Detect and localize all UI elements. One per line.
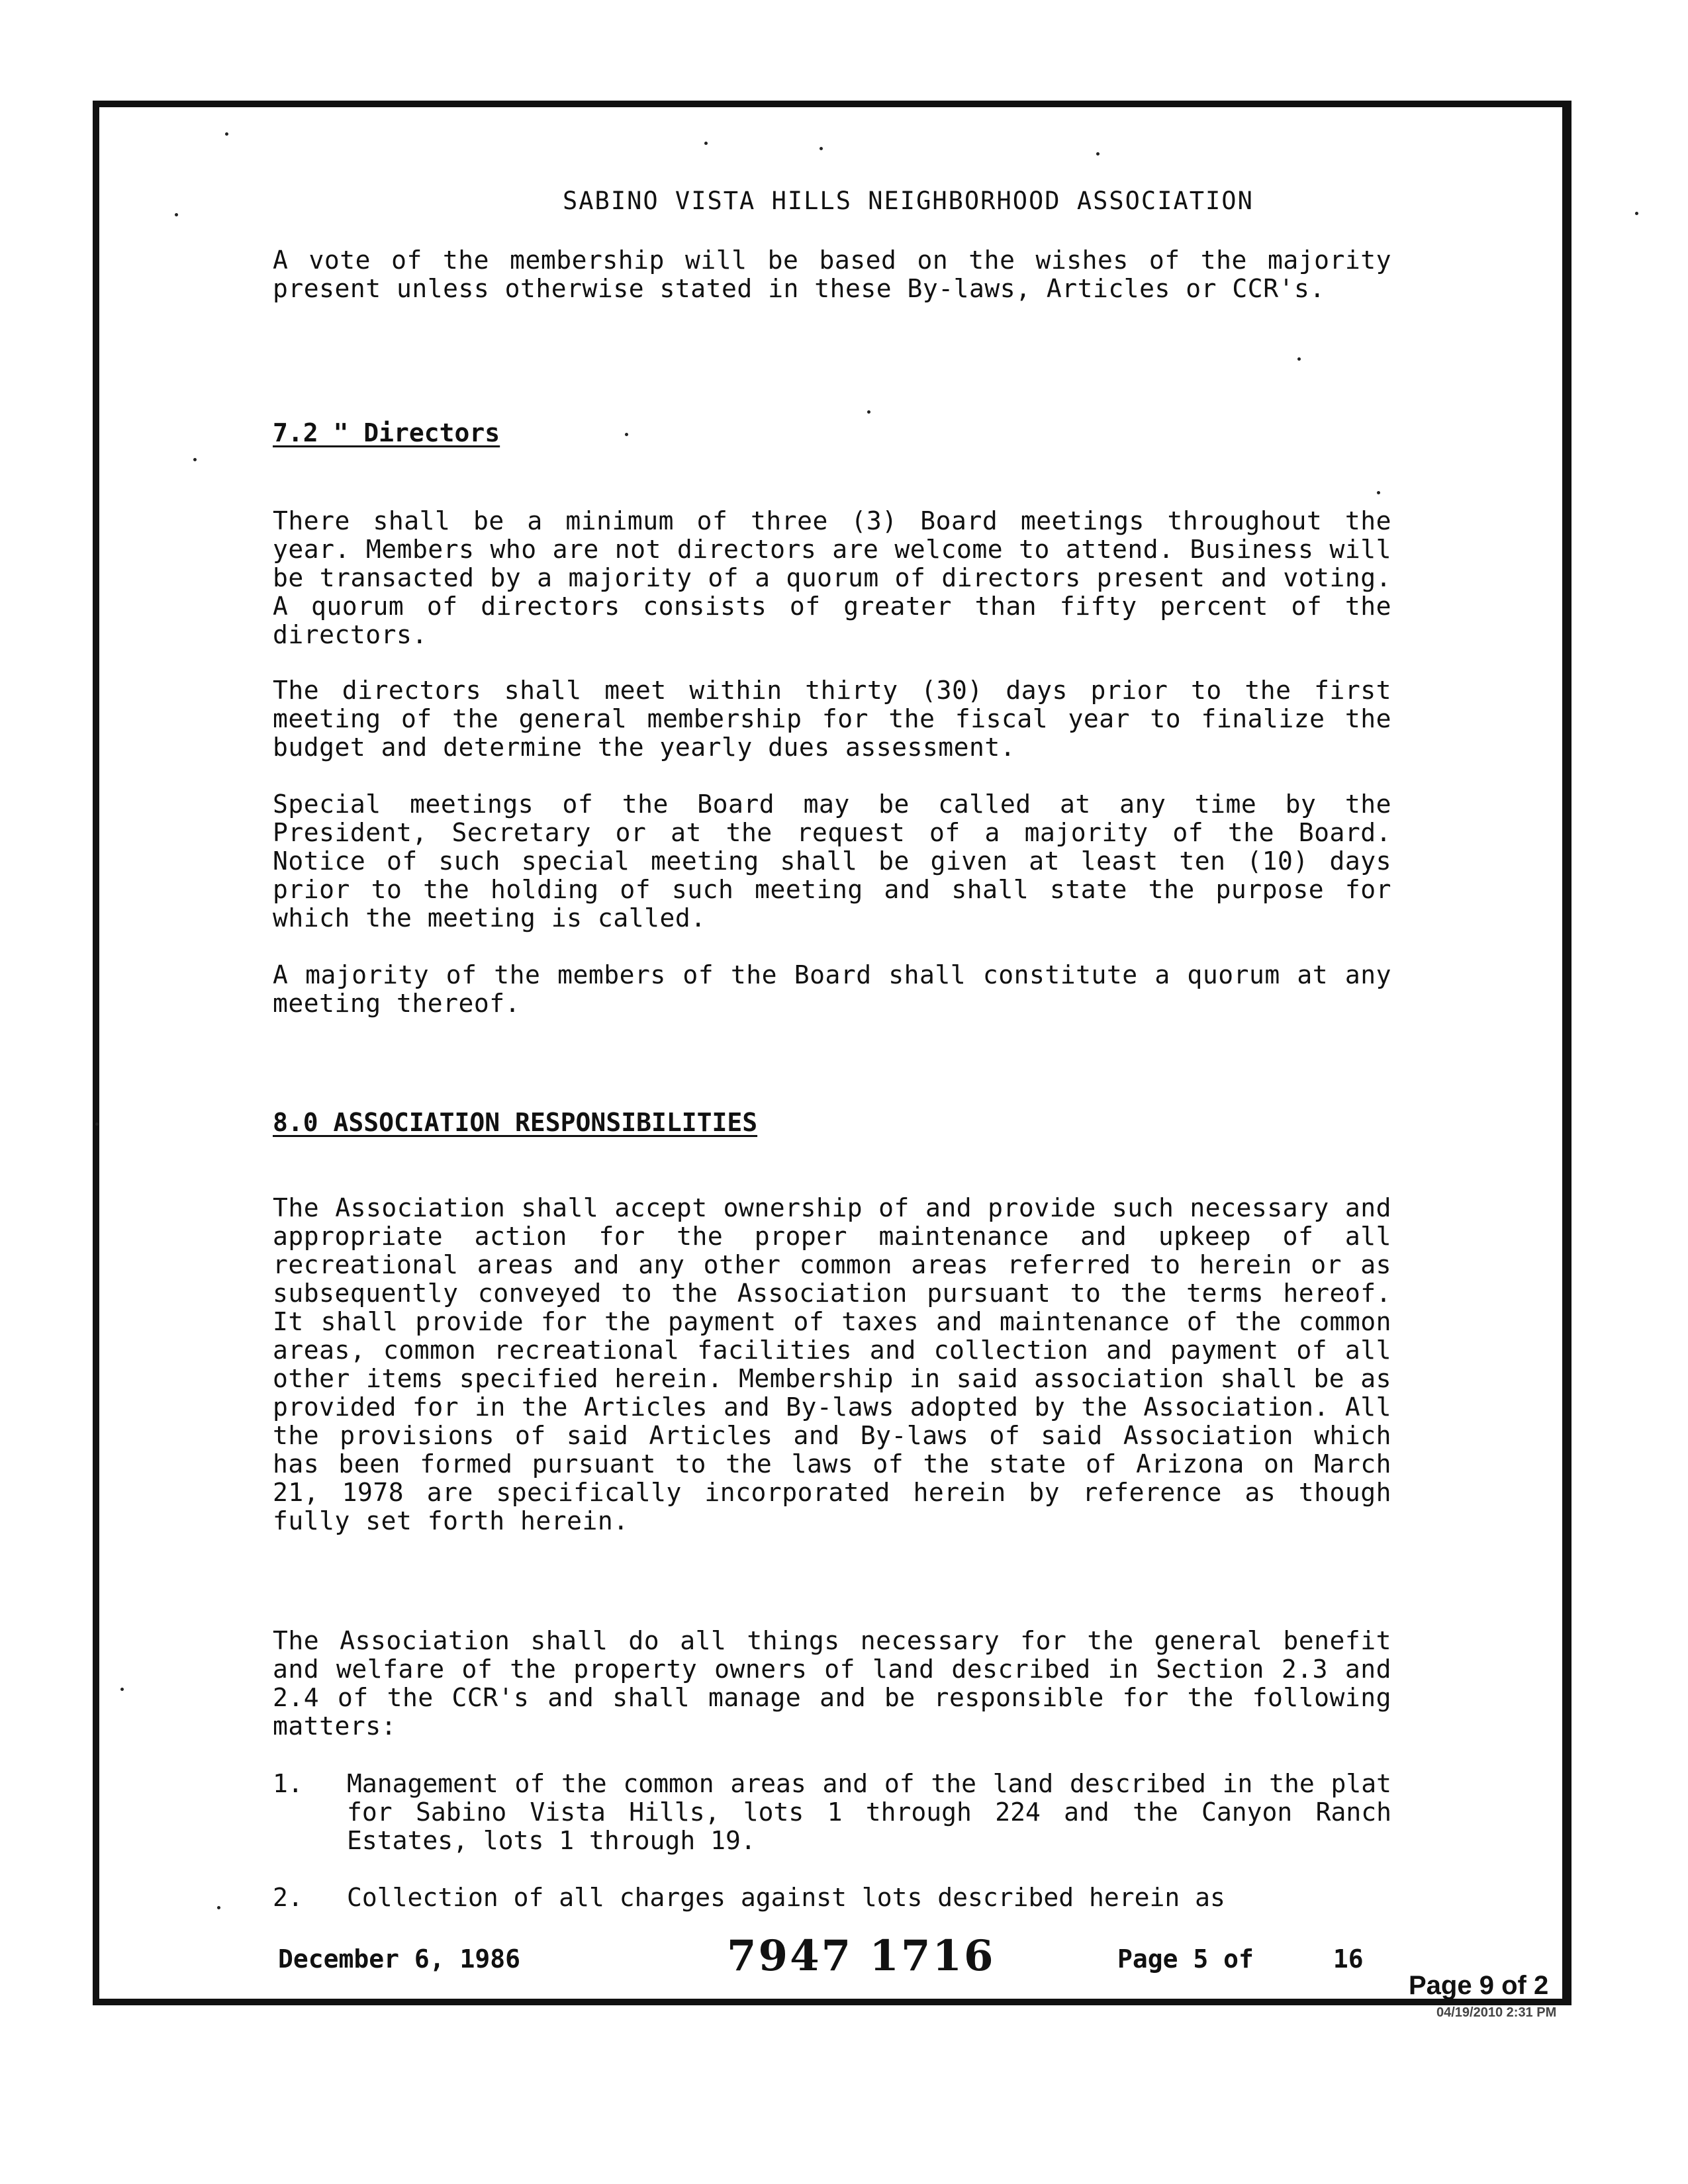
scan-speck — [95, 1122, 99, 1126]
scan-speck — [625, 433, 628, 436]
footer-page-number — [1117, 1944, 1364, 1974]
list-item-text: Management of the common areas and of the land described in the plat for Sabino Vista Hills, lots 1 through 224 and the Canyon Ranch Estates, lots 1 through 19. — [347, 1769, 1391, 1855]
page-border-top — [93, 101, 1570, 107]
paragraph-board-meetings: There shall be a minimum of three (3) Board meetings throughout the year. Members who are not directors are welcome to attend. Business will be transacted by a majority of a quorum of directors present and voting. A quorum of directors consists of greater than fifty percent of the directors. — [273, 506, 1391, 649]
scan-speck — [217, 1906, 220, 1909]
page-border-bottom — [93, 1999, 1571, 2005]
print-page-counter: Page 9 of 2 — [1409, 1971, 1549, 2000]
footer-date: December 6, 1986 — [278, 1944, 521, 1974]
page-border-right — [1562, 101, 1571, 2005]
paragraph-association-duties: The Association shall do all things necessary for the general benefit and welfare of the property owners of land described in Section 2.3 and 2.4 of the CCR's and shall manage and be responsible for the following matters: — [273, 1626, 1391, 1741]
paragraph-special-meetings: Special meetings of the Board may be called at any time by the President, Secretary or at the request of a majority of the Board. Notice of such special meeting shall be given at least ten (10) days prior to the holding of such meeting and shall state the purpose for which the meeting is called. — [273, 790, 1391, 933]
scan-speck — [1377, 491, 1380, 494]
paragraph-directors-meet: The directors shall meet within thirty (30) days prior to the first meeting of the general membership for the fiscal year to finalize the budget and determine the yearly dues assessment. — [273, 676, 1391, 762]
section-heading-directors: 7.2 " Directors — [273, 418, 500, 447]
scan-speck — [175, 213, 178, 216]
scan-speck — [225, 132, 228, 136]
list-item-text: Collection of all charges against lots described herein as — [347, 1883, 1225, 1912]
list-item-number: 2. — [273, 1883, 303, 1912]
scan-speck — [820, 147, 823, 150]
scan-speck — [704, 142, 708, 145]
print-timestamp: 04/19/2010 2:31 PM — [1436, 2005, 1557, 2020]
scan-speck — [867, 410, 870, 414]
scan-speck — [120, 1688, 124, 1691]
scan-speck — [1635, 212, 1638, 215]
scan-speck — [1297, 357, 1301, 361]
scan-speck — [193, 458, 197, 461]
paragraph-association-ownership: The Association shall accept ownership of and provide such necessary and appropriate action for the proper maintenance and upkeep of all recreational areas and any other common areas referred to herein or as subsequently conveyed to the Association pursuant to the terms hereof. It shall provide for the payment of taxes and maintenance of the common areas, common recreational facilities and collection and payment of all other items specified herein. Membership in said association shall be as provided for in the Articles and By-laws adopted by the Association. All the provisions of said Articles and By-laws of said Association which has been formed pursuant to the laws of the state of Arizona on March 21, 1978 are specifically incorporated herein by reference as though fully set forth herein. — [273, 1193, 1391, 1535]
scan-speck — [1096, 152, 1100, 156]
document-header: SABINO VISTA HILLS NEIGHBORHOOD ASSOCIATION — [563, 187, 1254, 215]
paragraph-quorum: A majority of the members of the Board shall constitute a quorum at any meeting thereof. — [273, 960, 1391, 1018]
list-item-number: 1. — [273, 1769, 303, 1798]
list-item — [273, 1884, 1391, 1912]
section-heading-association: 8.0 ASSOCIATION RESPONSIBILITIES — [273, 1108, 758, 1137]
page-border-left — [93, 101, 99, 2005]
recording-stamp-number: 7947 1716 — [727, 1931, 996, 1981]
list-item — [273, 1770, 1391, 1855]
paragraph-vote: A vote of the membership will be based on the wishes of the majority present unless otherwise stated in these By-laws, Articles or CCR's. — [273, 246, 1391, 303]
footer-page-label: Page 5 of — [1117, 1944, 1254, 1974]
footer-page-total: 16 — [1333, 1944, 1364, 1974]
